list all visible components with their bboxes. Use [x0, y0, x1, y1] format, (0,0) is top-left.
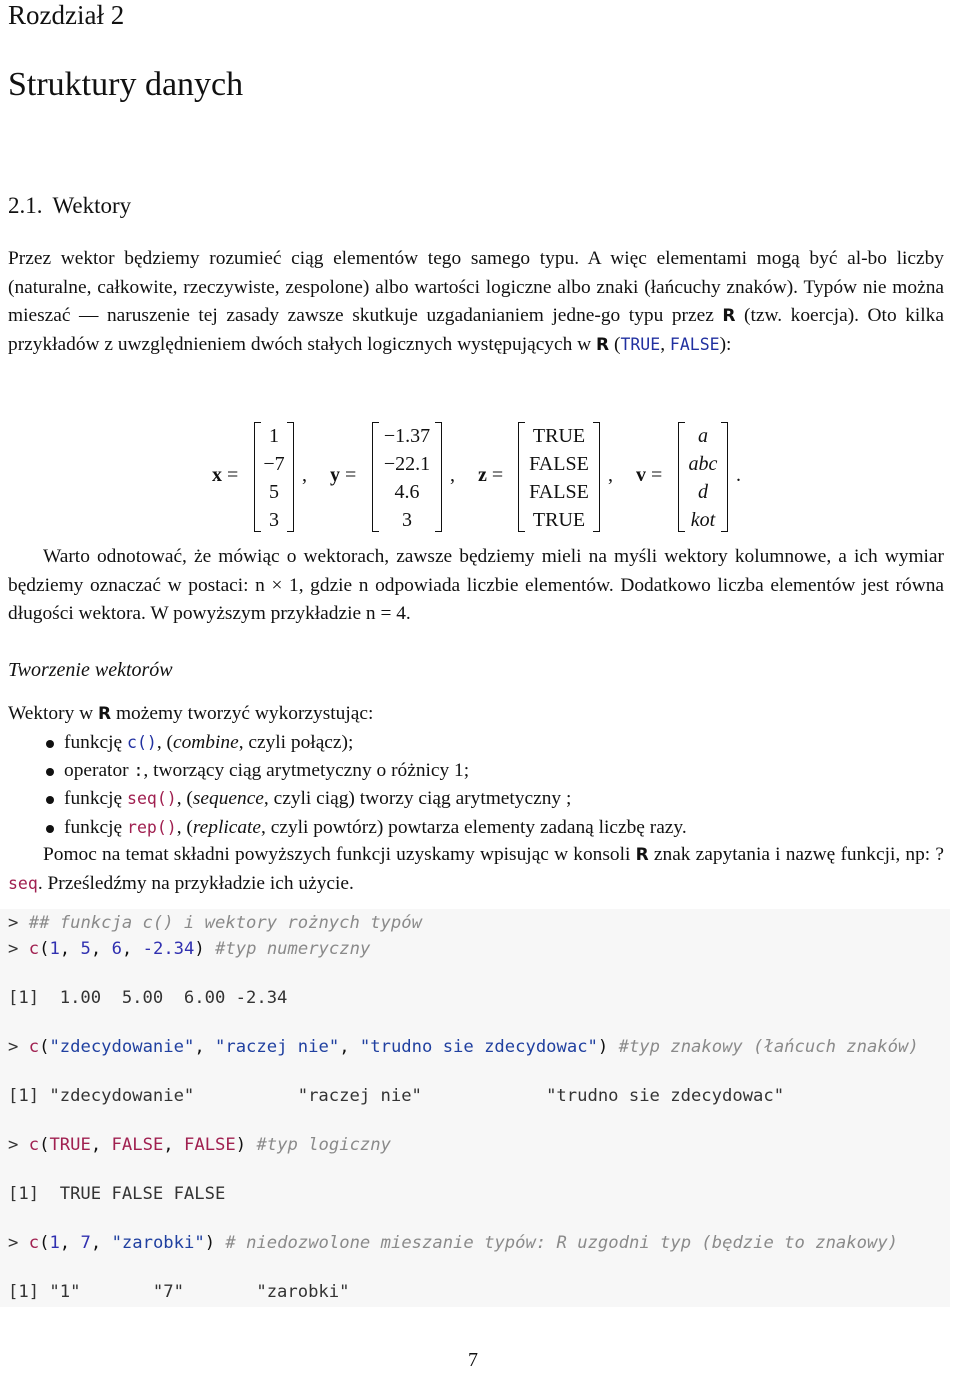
list-item: operator :, tworzący ciąg arytmetyczny o różnicy 1;	[8, 757, 687, 785]
matrix-end: .	[736, 464, 741, 486]
code-c: c()	[127, 733, 157, 752]
matrix-cell: −7	[263, 453, 285, 475]
matrix-cell: −22.1	[383, 453, 431, 475]
bullet-icon	[46, 825, 54, 833]
section-heading	[8, 193, 131, 219]
bullet-icon	[46, 796, 54, 804]
matrix-cell: 3	[269, 509, 279, 531]
section-title: Wektory	[52, 193, 132, 218]
matrix-sep: ,	[302, 464, 307, 486]
r-logo: R	[722, 306, 736, 326]
matrix-sep: ,	[608, 464, 613, 486]
list-item: funkcję seq(), (sequence, czyli ciąg) tworzy ciąg arytmetyczny ;	[8, 785, 687, 813]
matrix-cell: a	[698, 425, 708, 447]
matrix-y	[372, 422, 442, 534]
creation-list	[8, 729, 687, 842]
code-output: [1] TRUE FALSE FALSE	[8, 1184, 226, 1204]
help-paragraph: Pomoc na temat składni powyższych funkcji uzyskamy wpisując w konsoli R znak zapytania i nazwę funkcji, np: ?seq. Prześledźmy na przykładzie ich użycie.	[8, 844, 944, 894]
list-item: funkcję c(), (combine, czyli połącz);	[8, 729, 687, 757]
r-logo: R	[596, 334, 610, 355]
code-line: > c("zdecydowanie", "raczej nie", "trudno sie zdecydowac") #typ znakowy (łańcuch znaków)	[8, 1037, 919, 1057]
dimension-paragraph: Warto odnotować, że mówiąc o wektorach, zawsze będziemy mieli na myśli wektory kolumnowe, a ich wymiar będziemy oznaczać w postaci: n × 1, gdzie n odpowiada liczbie elementów. Dodatkowo liczba elementów jest równa długości wektora. W powyższym przykładzie n = 4.	[8, 546, 944, 624]
code-line: > c(1, 7, "zarobki") # niedozwolone mieszanie typów: R uzgodni typ (będzie to znakowy)	[8, 1233, 899, 1253]
matrix-cell: −1.37	[383, 425, 431, 447]
intro-text-1: Przez wektor będziemy rozumieć ciąg elementów tego samego typu. A więc elementami mogą być al-bo liczby (naturalne, całkowite, rzeczywiste, zespolone) albo wartości logiczne albo znaki (łańcuchy znaków). Typów nie można mieszać — naruszenie tej zasady zawsze skutkuje uzgadanianiem jedne-go typu przez	[8, 248, 944, 326]
r-logo: R	[635, 845, 649, 865]
text: możemy tworzyć wykorzystując:	[115, 703, 374, 724]
matrix-cell: abc	[688, 453, 718, 475]
matrix-cell: TRUE	[532, 425, 586, 447]
intro-comma: ,	[660, 333, 666, 355]
code-line: > c(1, 5, 6, -2.34) #typ numeryczny	[8, 939, 371, 959]
matrix-z	[518, 422, 600, 534]
creation-intro	[8, 700, 944, 729]
code-line: > ## funkcja c() i wektory rożnych typów	[8, 913, 422, 933]
code-output: [1] 1.00 5.00 6.00 -2.34	[8, 988, 288, 1008]
matrix-sep: ,	[450, 464, 455, 486]
matrix-y-label: y =	[330, 464, 357, 486]
const-true: TRUE	[620, 334, 661, 354]
code-rep: rep()	[127, 817, 177, 837]
code-seq: seq()	[127, 789, 177, 809]
section-number: 2.1.	[8, 193, 43, 218]
matrix-cell: 5	[269, 481, 279, 503]
intro-paragraph	[8, 245, 944, 359]
bullet-icon	[46, 768, 54, 776]
code-seq-help: seq	[8, 873, 38, 893]
code-output: [1] "zdecydowanie" "raczej nie" "trudno sie zdecydowac"	[8, 1086, 785, 1106]
text: Wektory w	[8, 703, 94, 724]
matrix-v-label: v =	[636, 464, 663, 486]
matrix-x	[254, 422, 294, 534]
bullet-icon	[46, 740, 54, 748]
const-false: FALSE	[669, 334, 720, 354]
chapter-label: Rozdział 2	[8, 0, 125, 30]
matrix-cell: kot	[690, 509, 716, 531]
page-number: 7	[468, 1349, 478, 1371]
matrix-cell: d	[698, 481, 708, 503]
code-block	[0, 909, 950, 1307]
list-item: funkcję rep(), (replicate, czyli powtórz) powtarza elementy zadaną liczbę razy.	[8, 814, 687, 842]
matrix-cell: 1	[269, 425, 279, 447]
matrix-x-label: x =	[212, 464, 239, 486]
intro-text-4: ):	[719, 333, 732, 355]
matrix-z-label: z =	[478, 464, 504, 486]
matrix-cell: 4.6	[394, 481, 420, 503]
subheading: Tworzenie wektorów	[8, 659, 173, 681]
intro-text-2: (tzw. koercja). Oto kilka przykładów z uwzględnieniem dwóch stałych logicznych występujących w	[8, 305, 944, 355]
matrix-cell: TRUE	[532, 509, 586, 531]
code-colon: :	[133, 761, 144, 781]
vector-examples	[0, 422, 960, 534]
r-logo: R	[98, 704, 112, 724]
matrix-cell: FALSE	[529, 481, 589, 503]
matrix-cell: 3	[402, 509, 412, 531]
matrix-v	[678, 422, 728, 534]
code-output: [1] "1" "7" "zarobki"	[8, 1282, 350, 1302]
code-line: > c(TRUE, FALSE, FALSE) #typ logiczny	[8, 1135, 391, 1155]
chapter-title: Struktury danych	[8, 66, 244, 103]
intro-text-3: (	[613, 333, 621, 355]
matrix-cell: FALSE	[529, 453, 589, 475]
